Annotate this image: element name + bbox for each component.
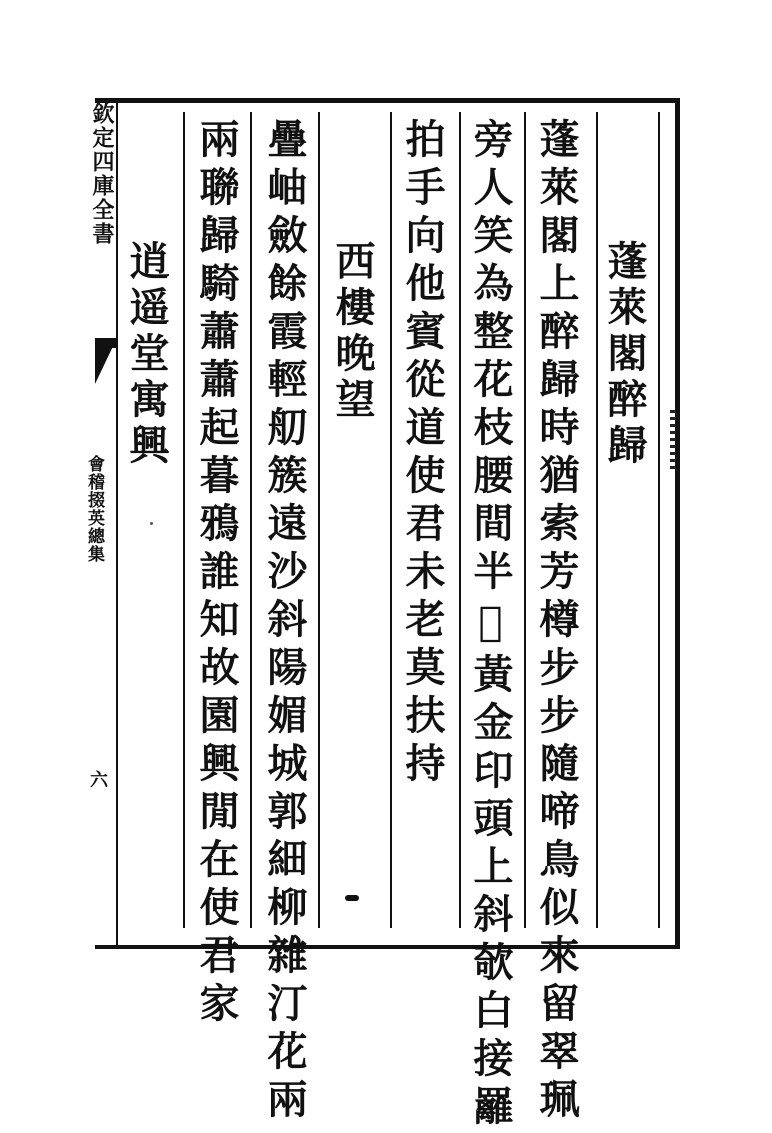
ink-speck [150, 522, 153, 525]
column-rule [524, 112, 526, 928]
poem-line: 旁人笑為整花枝腰間半𢾾黃金印頭上斜欹白接䍦 [467, 118, 514, 1133]
poem-title: 逍遥堂寓興 [123, 240, 170, 470]
column-rule [596, 112, 598, 928]
poem-line: 兩聯歸騎蕭蕭起暮鴉誰知故園興閒在使君家 [193, 118, 240, 1030]
page-number: 六 [87, 770, 108, 788]
poem-line: 拍手向他賓從道使君未老莫扶持 [399, 118, 446, 790]
column-rule [318, 112, 320, 928]
banxin-border [116, 98, 118, 949]
fish-tail-triangle [95, 338, 117, 384]
banxin-collection-title: 欽定四庫全書 [89, 102, 115, 246]
page-edge-mark [670, 410, 676, 470]
column-rule [390, 112, 392, 928]
column-rule [250, 112, 252, 928]
poem-title: 西樓晚望 [329, 240, 376, 424]
poem-line: 蓬萊閣上醉歸時猶索芳樽步步隨啼鳥似來留翠珮 [533, 118, 580, 1126]
column-rule [459, 112, 461, 928]
end-mark [345, 895, 359, 901]
column-rule [658, 112, 660, 928]
column-rule [183, 112, 185, 928]
poem-title: 蓬萊閣醉歸 [601, 240, 648, 470]
banxin-book-title: 會稽掇英總集 [84, 455, 104, 563]
poem-line: 疊岫斂餘霞輕舠簇遠沙斜陽媚城郭細柳雜汀花兩 [261, 118, 308, 1126]
